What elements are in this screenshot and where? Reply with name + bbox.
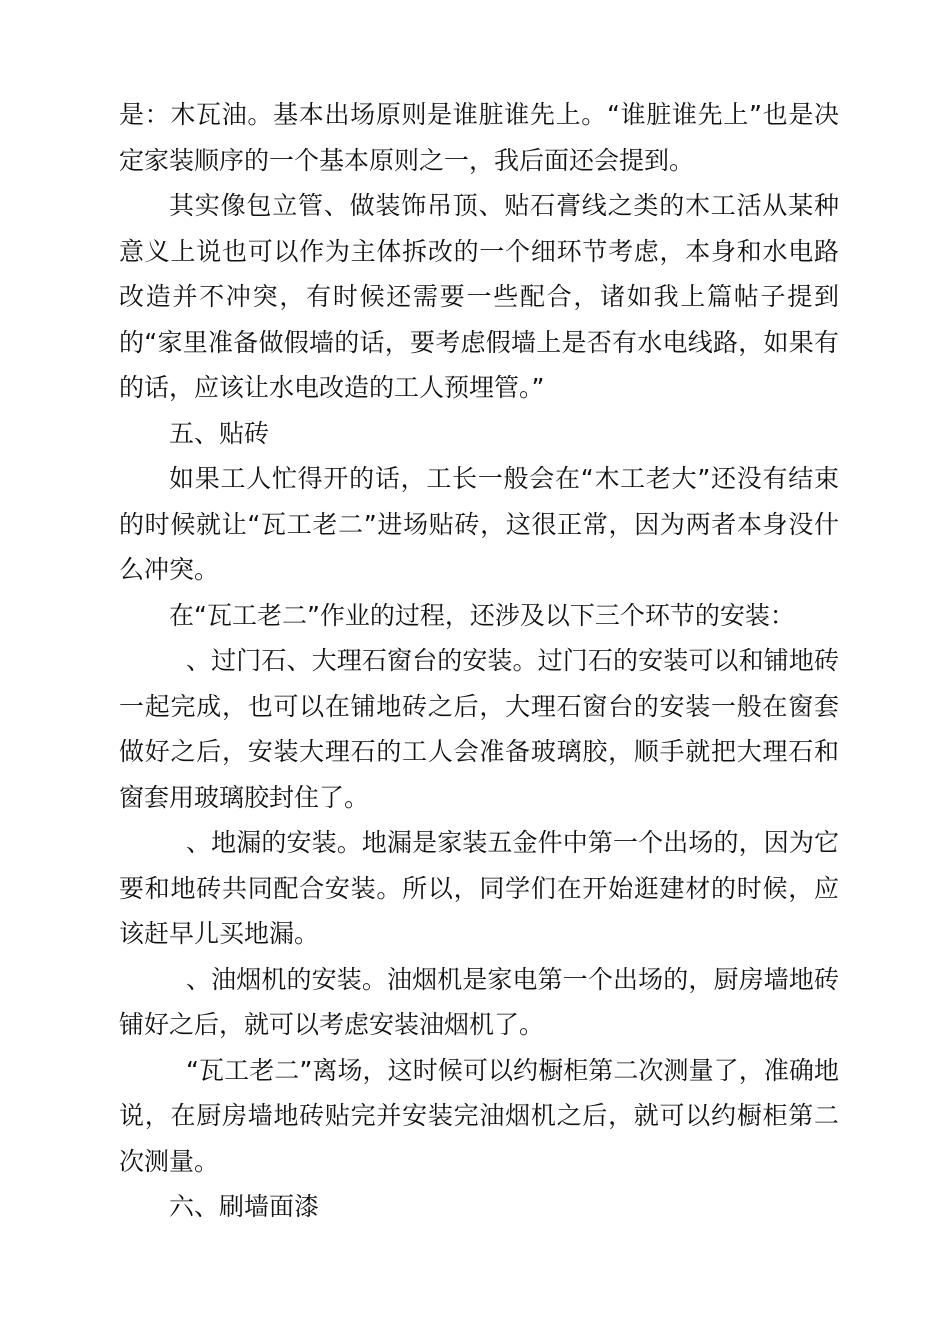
paragraph-tiling-steps: 在“瓦工老二”作业的过程，还涉及以下三个环节的安装：: [169, 600, 795, 630]
paragraph-continuation: 是：木瓦油。基本出场原则是谁脏谁先上。“谁脏谁先上”也是决定家装顺序的一个基本原则之一，我后面还会提到。: [119, 100, 839, 175]
paragraph-carpentry: 其实像包立管、做装饰吊顶、贴石膏线之类的木工活从某种意义上说也可以作为主体拆改的一个细环节考虑，本身和水电路改造并不冲突，有时候还需要一些配合，诸如我上篇帖子提到的“家里准备做假墙的话，要考虑假墙上是否有水电线路，如果有的话，应该让水电改造的工人预埋管。”: [119, 191, 839, 402]
list-item-range-hood: 、油烟机的安装。油烟机是家电第一个出场的，厨房墙地砖铺好之后，就可以考虑安装油烟机了。: [119, 964, 839, 1039]
list-item-floor-drain: 、地漏的安装。地漏是家装五金件中第一个出场的，因为它要和地砖共同配合安装。所以，同学们在开始逛建材的时候，应该赶早儿买地漏。: [119, 828, 839, 948]
section-heading-painting: 六、刷墙面漆: [169, 1192, 320, 1221]
document-body: [119, 92, 839, 1230]
list-item-threshold-stone: 、过门石、大理石窗台的安装。过门石的安装可以和铺地砖一起完成，也可以在铺地砖之后，大理石窗台的安装一般在窗套做好之后，安装大理石的工人会准备玻璃胶，顺手就把大理石和窗套用玻璃胶封住了。: [119, 646, 839, 812]
section-heading-tiling: 五、贴砖: [169, 418, 270, 448]
paragraph-cabinet-measure: “瓦工老二”离场，这时候可以约橱柜第二次测量了，准确地说，在厨房墙地砖贴完并安装完油烟机之后，就可以约橱柜第二次测量。: [119, 1055, 839, 1176]
paragraph-tiling-intro: 如果工人忙得开的话，工长一般会在“木工老大”还没有结束的时候就让“瓦工老二”进场贴砖，这很正常，因为两者本身没什么冲突。: [119, 464, 839, 584]
